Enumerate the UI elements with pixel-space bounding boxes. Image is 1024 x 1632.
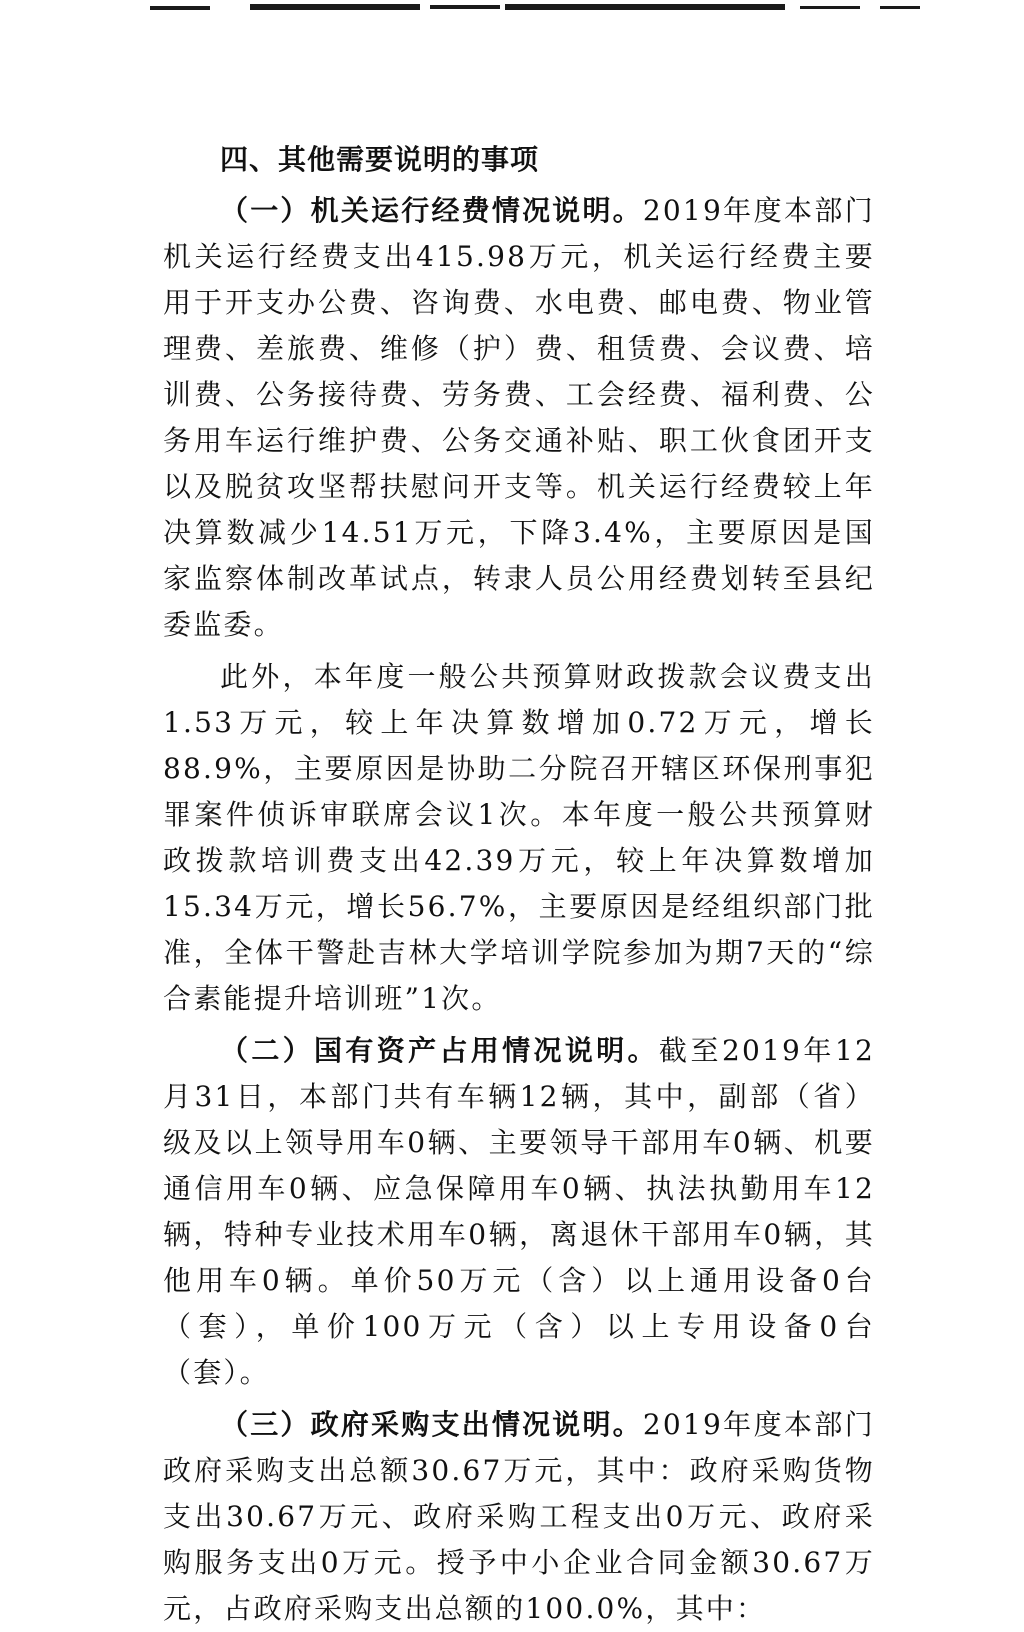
paragraph-meeting-training: 此外，本年度一般公共预算财政拨款会议费支出1.53万元，较上年决算数增加0.72万元，增长88.9%，主要原因是协助二分院召开辖区环保刑事犯罪案件侦诉审联席会议1次。本年度一般公共预算财政拨款培训费支出42.39万元，较上年决算数增加15.34万元，增长56.7%，主要原因是经组织部门批准，全体干警赴吉林大学培训学院参加为期7天的“综合素能提升培训班”1次。 [163,660,875,1015]
paragraph-procurement [163,1402,875,1632]
scan-edge-marks [0,0,1024,22]
paragraph-label: （二）国有资产占用情况说明。 [220,1034,659,1067]
document-page [163,138,875,1632]
paragraph-text: 2019年度本部门机关运行经费支出415.98万元，机关运行经费主要用于开支办公费、咨询费、水电费、邮电费、物业管理费、差旅费、维修（护）费、租赁费、会议费、培训费、公务接待费、劳务费、工会经费、福利费、公务用车运行维护费、公务交通补贴、职工伙食团开支以及脱贫攻坚帮扶慰问开支等。机关运行经费较上年决算数减少14.51万元，下降3.4%，主要原因是国家监察体制改革试点，转隶人员公用经费划转至县纪委监委。 [163,194,875,641]
paragraph-admin-expenses [163,188,875,648]
paragraph-state-assets [163,1028,875,1396]
paragraph-text: 2019年度本部门政府采购支出总额30.67万元，其中：政府采购货物支出30.67万元、政府采购工程支出0万元、政府采购服务支出0万元。授予中小企业合同金额30.67万元，占政府采购支出总额的100.0%，其中： [163,1408,875,1625]
paragraph-label: （一）机关运行经费情况说明。 [220,194,643,227]
section-heading: 四、其他需要说明的事项 [220,143,540,176]
paragraph-label: （三）政府采购支出情况说明。 [220,1408,643,1441]
paragraph-text: 截至2019年12月31日，本部门共有车辆12辆，其中，副部（省）级及以上领导用车0辆、主要领导干部用车0辆、机要通信用车0辆、应急保障用车0辆、执法执勤用车12辆，特种专业技术用车0辆，离退休干部用车0辆，其他用车0辆。单价50万元（含）以上通用设备0台（套），单价100万元（含）以上专用设备0台（套）。 [163,1034,875,1389]
